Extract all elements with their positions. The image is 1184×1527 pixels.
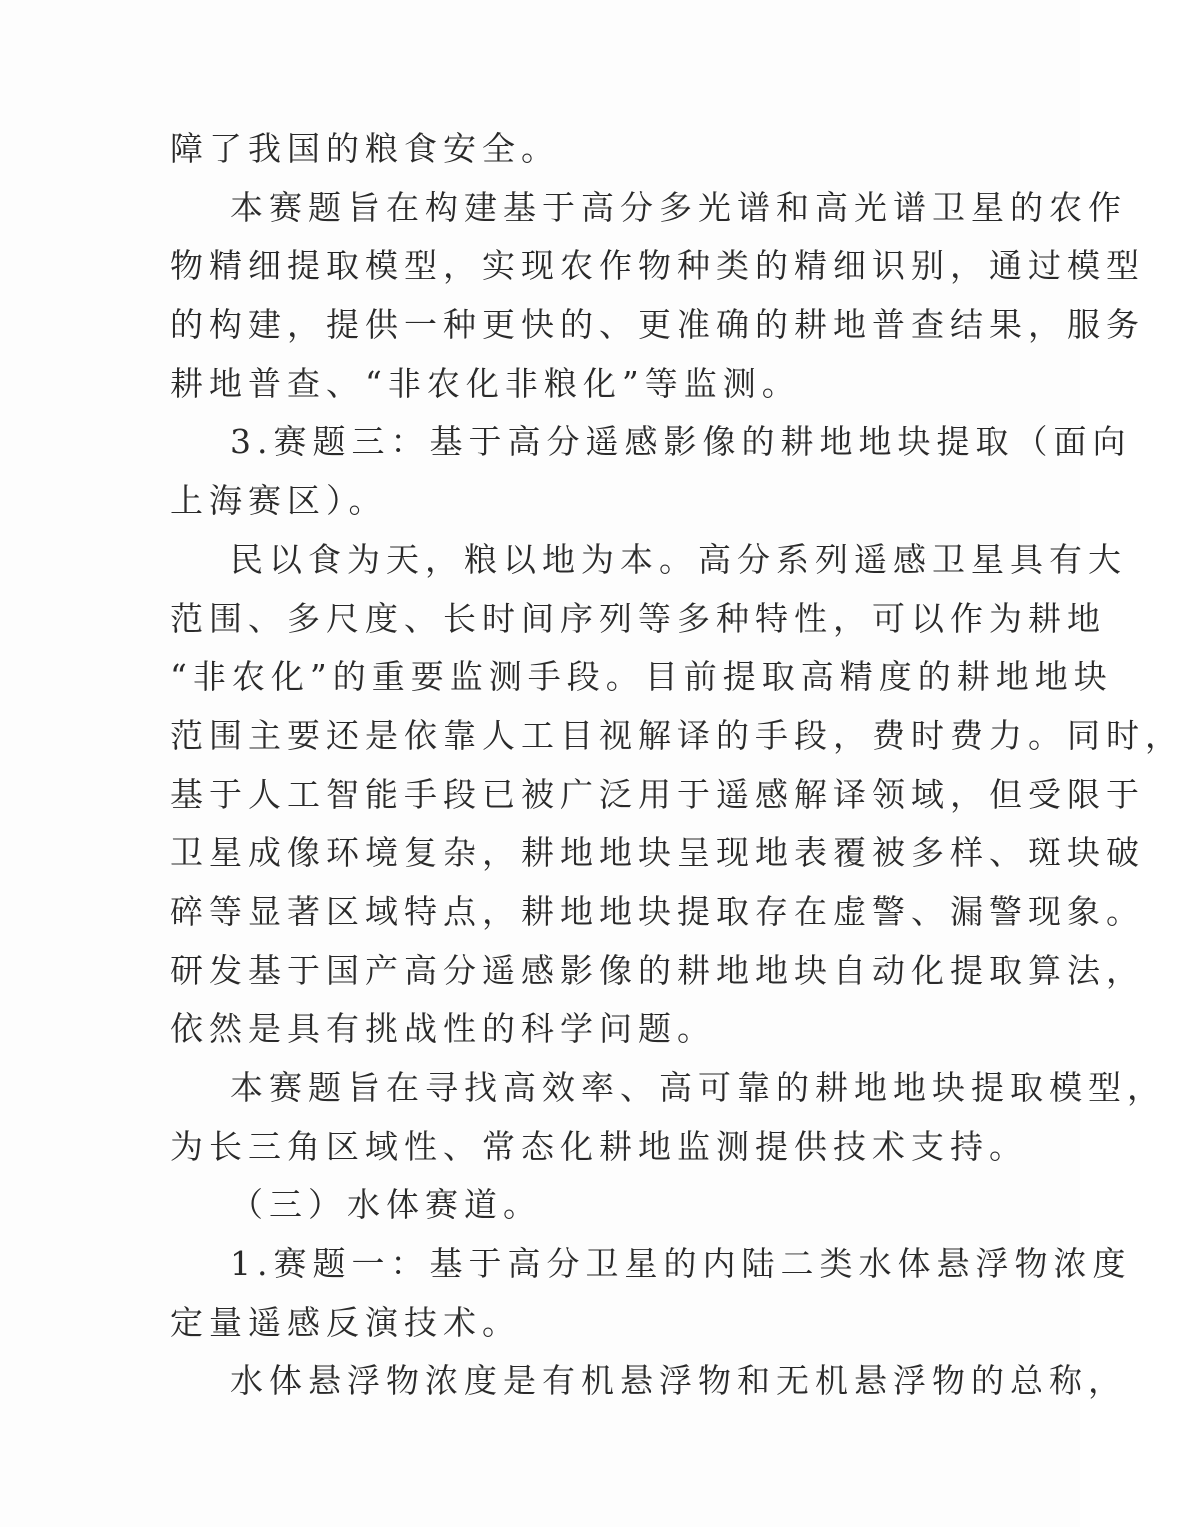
- section-heading-line: 3.赛题三：基于高分遥感影像的耕地地块提取（面向: [230, 422, 1132, 462]
- text-line: 本赛题旨在构建基于高分多光谱和高光谱卫星的农作: [230, 187, 1127, 227]
- text-line: 研发基于国产高分遥感影像的耕地地块自动化提取算法，: [170, 950, 1145, 990]
- text-line: 碎等显著区域特点，耕地地块提取存在虚警、漏警现象。: [170, 891, 1145, 931]
- text-line: 耕地普查、“非农化非粮化”等监测。: [170, 363, 801, 403]
- text-line: 范围、多尺度、长时间序列等多种特性，可以作为耕地: [170, 598, 1106, 638]
- text-line: 障了我国的粮食安全。: [170, 129, 560, 168]
- text-line: “非农化”的重要监测手段。目前提取高精度的耕地地块: [170, 657, 1113, 697]
- text-line: 为长三角区域性、常态化耕地监测提供技术支持。: [170, 1126, 1028, 1166]
- text-line: 依然是具有挑战性的科学问题。: [170, 1009, 716, 1049]
- section-heading-line: 定量遥感反演技术。: [170, 1302, 521, 1342]
- text-line: 本赛题旨在寻找高效率、高可靠的耕地地块提取模型，: [230, 1068, 1166, 1107]
- section-heading-line: 上海赛区）。: [170, 481, 388, 521]
- section-heading-line: （三）水体赛道。: [230, 1185, 542, 1225]
- text-line: 民以食为天，粮以地为本。高分系列遥感卫星具有大: [230, 539, 1127, 579]
- text-line: 物精细提取模型，实现农作物种类的精细识别，通过模型: [170, 246, 1145, 286]
- document-body: [170, 120, 1184, 1411]
- text-line: 卫星成像环境复杂，耕地地块呈现地表覆被多样、斑块破: [170, 833, 1145, 873]
- section-heading-line: 1.赛题一：基于高分卫星的内陆二类水体悬浮物浓度: [230, 1244, 1132, 1284]
- text-line: 的构建，提供一种更快的、更准确的耕地普查结果，服务: [170, 305, 1145, 345]
- text-line: 水体悬浮物浓度是有机悬浮物和无机悬浮物的总称，: [230, 1361, 1127, 1401]
- text-line: 范围主要还是依靠人工目视解译的手段，费时费力。同时，: [170, 715, 1184, 755]
- text-line: 基于人工智能手段已被广泛用于遥感解译领域，但受限于: [170, 774, 1145, 814]
